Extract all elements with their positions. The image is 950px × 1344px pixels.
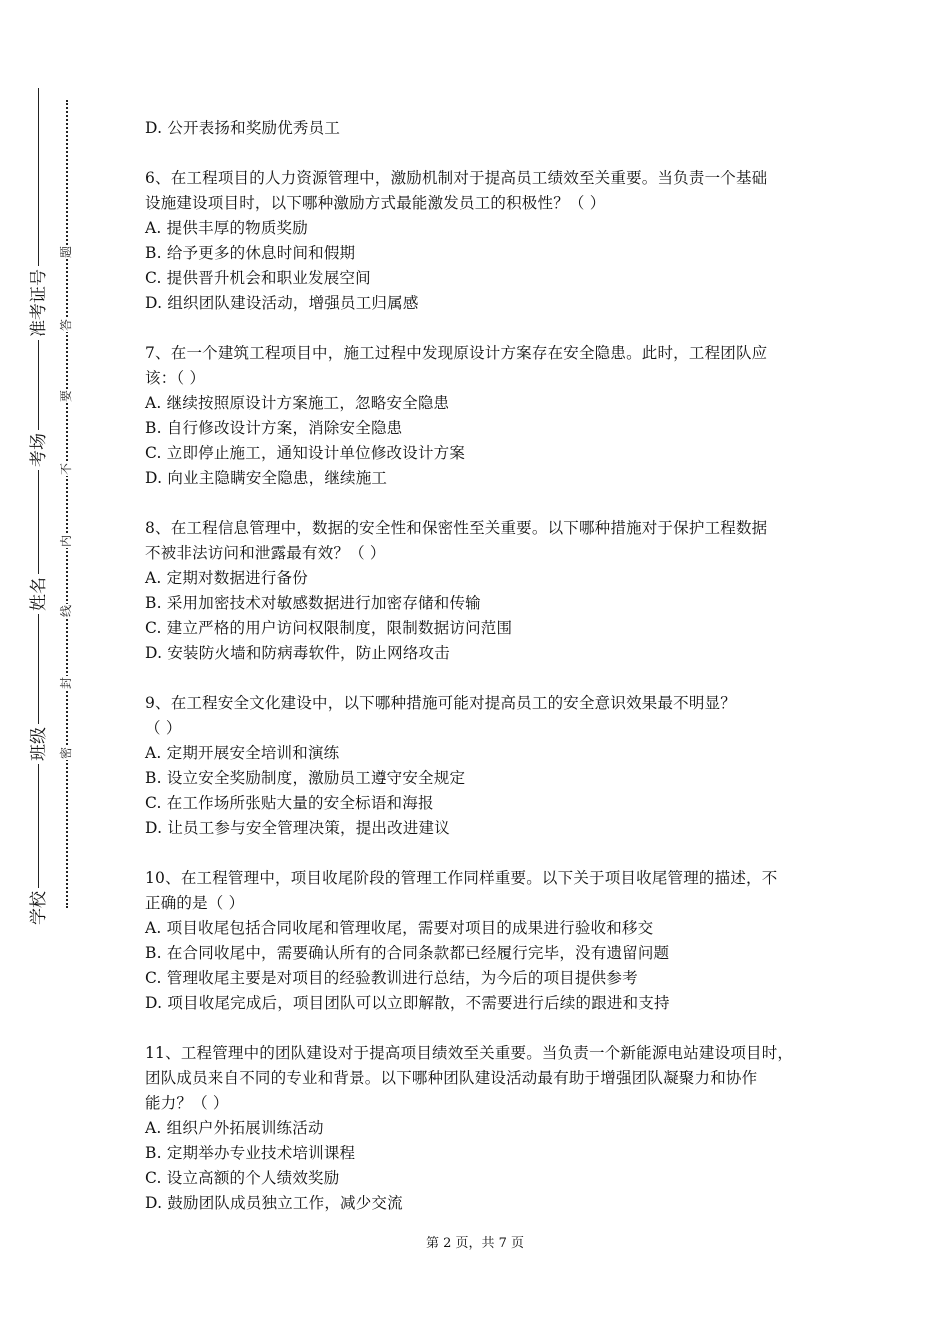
option-line: B. 给予更多的休息时间和假期 <box>145 244 356 262</box>
field-exam-room: 考场 <box>24 430 49 470</box>
question-stem: 11、工程管理中的团队建设对于提高项目绩效至关重要。当负责一个新能源电站建设项目时， <box>145 1044 794 1062</box>
seal-char: 内 <box>59 535 73 548</box>
field-school: 学校 <box>24 888 49 928</box>
option-line: C. 设立高额的个人绩效奖励 <box>145 1169 340 1187</box>
question-block <box>145 1041 817 1216</box>
option-line: A. 定期开展安全培训和演练 <box>145 744 340 762</box>
seal-char: 答 <box>59 319 73 332</box>
seal-char: 线 <box>59 605 73 618</box>
option-line: B. 设立安全奖励制度，激励员工遵守安全规定 <box>145 769 466 787</box>
option-line: C. 建立严格的用户访问权限制度，限制数据访问范围 <box>145 619 513 637</box>
option-line: A. 定期对数据进行备份 <box>145 569 308 587</box>
option-line: A. 组织户外拓展训练活动 <box>145 1119 324 1137</box>
option-line: B. 自行修改设计方案，消除安全隐患 <box>145 419 403 437</box>
option-line: A. 继续按照原设计方案施工，忽略安全隐患 <box>145 394 450 412</box>
binding-solid-line <box>38 88 39 918</box>
option-line: C. 提供晋升机会和职业发展空间 <box>145 269 371 287</box>
binding-dotted-line <box>66 100 68 908</box>
question-stem: 8、在工程信息管理中，数据的安全性和保密性至关重要。以下哪种措施对于保护工程数据 <box>145 519 768 537</box>
option-line: D. 安装防火墙和防病毒软件，防止网络攻击 <box>145 644 450 662</box>
question-stem: 6、在工程项目的人力资源管理中，激励机制对于提高员工绩效至关重要。当负责一个基础 <box>145 169 768 187</box>
seal-char: 题 <box>59 246 73 259</box>
option-line: A. 项目收尾包括合同收尾和管理收尾，需要对项目的成果进行验收和移交 <box>145 919 654 937</box>
question-stem: 团队成员来自不同的专业和背景。以下哪种团队建设活动最有助于增强团队凝聚力和协作 <box>145 1069 758 1087</box>
question-stem: 设施建设项目时，以下哪种激励方式最能激发员工的积极性？（ ） <box>145 194 606 212</box>
option-line: C. 立即停止施工，通知设计单位修改设计方案 <box>145 444 466 462</box>
field-exam-number: 准考证号 <box>24 266 49 340</box>
page-footer: 第 2 页，共 7 页 <box>425 1236 525 1251</box>
option-line: D. 组织团队建设活动，增强员工归属感 <box>145 294 419 312</box>
option-line: D. 让员工参与安全管理决策，提出改进建议 <box>145 819 450 837</box>
seal-char: 不 <box>59 463 73 476</box>
question-stem: 9、在工程安全文化建设中，以下哪种措施可能对提高员工的安全意识效果最不明显？ <box>145 694 736 712</box>
question-stem: 正确的是（ ） <box>145 894 245 912</box>
option-line: B. 定期举办专业技术培训课程 <box>145 1144 356 1162</box>
question-content <box>145 116 817 1216</box>
option-line: D. 公开表扬和奖励优秀员工 <box>145 119 341 137</box>
option-line: A. 提供丰厚的物质奖励 <box>145 219 308 237</box>
question-block <box>145 341 817 491</box>
option-line: C. 管理收尾主要是对项目的经验教训进行总结，为今后的项目提供参考 <box>145 969 638 987</box>
question-block <box>145 866 817 1016</box>
question-stem: （ ） <box>145 719 182 737</box>
seal-char: 要 <box>59 390 73 403</box>
question-block <box>145 691 817 841</box>
option-line: D. 鼓励团队成员独立工作，减少交流 <box>145 1194 403 1212</box>
question-stem: 7、在一个建筑工程项目中，施工过程中发现原设计方案存在安全隐患。此时，工程团队应 <box>145 344 768 362</box>
seal-char: 密 <box>59 747 73 760</box>
field-class: 班级 <box>24 724 49 764</box>
option-line: B. 采用加密技术对敏感数据进行加密存储和传输 <box>145 594 481 612</box>
question-stem: 能力？（ ） <box>145 1094 229 1112</box>
option-line: D. 项目收尾完成后，项目团队可以立即解散，不需要进行后续的跟进和支持 <box>145 994 670 1012</box>
question-block <box>145 516 817 666</box>
question-block <box>145 166 817 316</box>
seal-char: 封 <box>59 677 73 690</box>
question-stem: 该：（ ） <box>145 369 206 387</box>
option-line: B. 在合同收尾中，需要确认所有的合同条款都已经履行完毕，没有遗留问题 <box>145 944 670 962</box>
field-name: 姓名 <box>24 574 49 614</box>
option-line: D. 向业主隐瞒安全隐患，继续施工 <box>145 469 388 487</box>
question-stem: 不被非法访问和泄露最有效？（ ） <box>145 544 386 562</box>
option-line: C. 在工作场所张贴大量的安全标语和海报 <box>145 794 434 812</box>
question-stem: 10、在工程管理中，项目收尾阶段的管理工作同样重要。以下关于项目收尾管理的描述，不 <box>145 869 778 887</box>
